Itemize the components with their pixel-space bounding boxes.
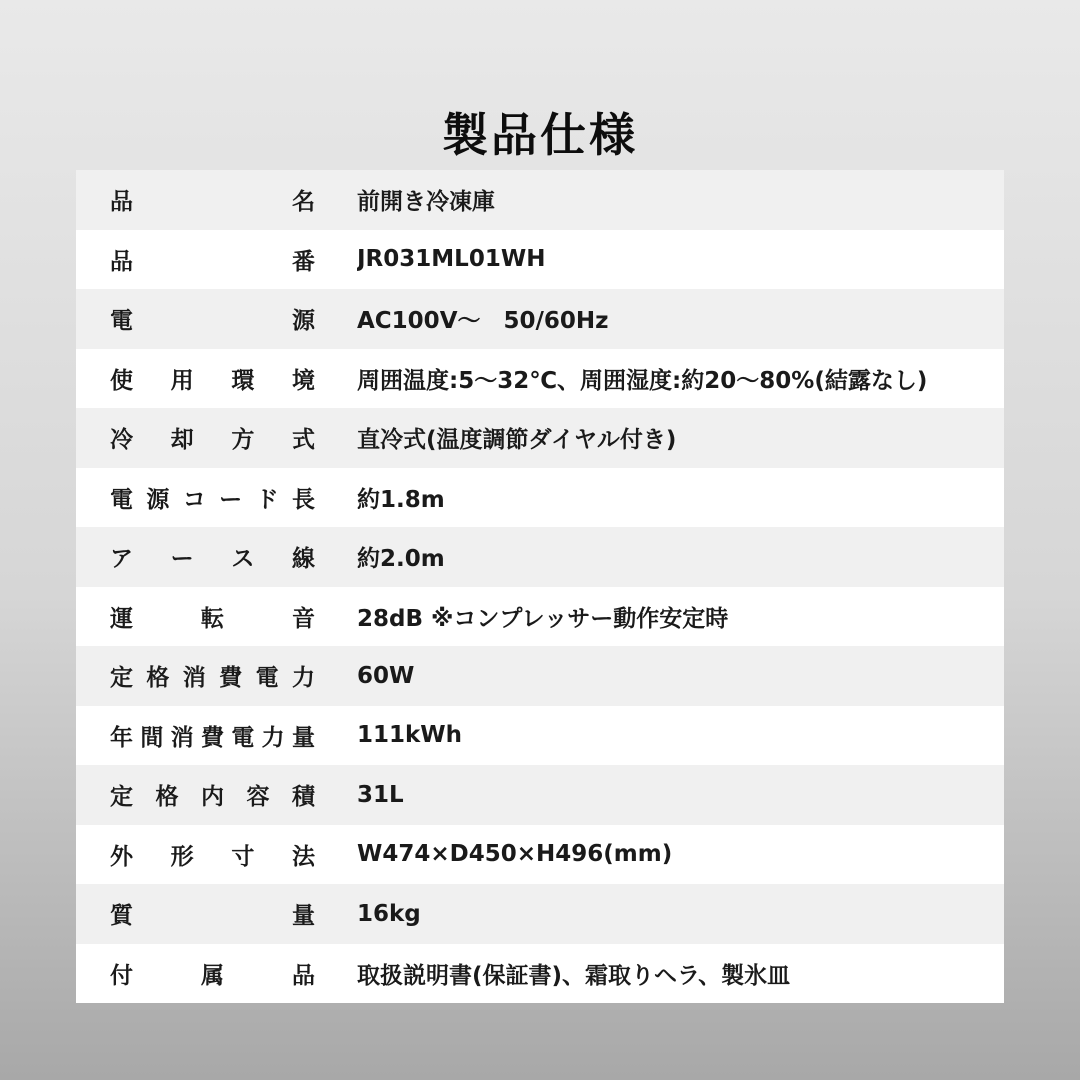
spec-value: 周囲温度:5～32℃、周囲湿度:約20～80%(結露なし) (357, 367, 928, 394)
spec-label-char: 名 (292, 189, 315, 216)
spec-label-char: 格 (155, 784, 179, 811)
spec-label-char: 法 (291, 843, 315, 870)
spec-row (76, 349, 1004, 409)
spec-label-char: 電 (110, 486, 133, 513)
spec-label-char: 使 (110, 367, 133, 394)
spec-value: 60W (357, 662, 415, 689)
spec-label-char: 環 (231, 367, 255, 394)
spec-label-char: 方 (231, 427, 255, 454)
spec-label (110, 957, 315, 990)
spec-value: 前開き冷凍庫 (357, 189, 495, 216)
spec-label (110, 362, 315, 395)
spec-label (110, 778, 315, 811)
spec-label-char: 長 (291, 486, 315, 513)
spec-label-char: 内 (201, 784, 224, 811)
spec-value: 111kWh (357, 722, 463, 749)
spec-label (110, 838, 315, 871)
spec-label-char: 量 (291, 724, 315, 751)
spec-row (76, 230, 1004, 290)
spec-label-char: コ (182, 486, 206, 513)
spec-label-char: 定 (110, 784, 133, 811)
spec-table (76, 170, 1004, 1003)
spec-row (76, 408, 1004, 468)
spec-label-char: 消 (170, 724, 194, 751)
spec-label-char: 格 (146, 665, 170, 692)
spec-label-char: 源 (146, 486, 170, 513)
spec-label-char: 品 (110, 189, 133, 216)
spec-row (76, 527, 1004, 587)
spec-row (76, 825, 1004, 885)
spec-label (110, 719, 315, 752)
spec-row (76, 587, 1004, 647)
spec-row (76, 884, 1004, 944)
spec-label-char: 却 (170, 427, 194, 454)
spec-row (76, 646, 1004, 706)
spec-label-char: 積 (292, 784, 315, 811)
spec-label-char: 電 (231, 724, 255, 751)
spec-label-char: ー (170, 546, 194, 573)
spec-label (110, 897, 315, 930)
spec-row (76, 170, 1004, 230)
spec-label-char: 間 (140, 724, 164, 751)
spec-label-char: 外 (110, 843, 133, 870)
spec-label-char: 量 (292, 903, 315, 930)
spec-label-char: 品 (110, 248, 133, 275)
spec-label-char: 式 (291, 427, 315, 454)
spec-value: 直冷式(温度調節ダイヤル付き) (357, 427, 677, 454)
spec-value: 28dB ※コンプレッサー動作安定時 (357, 605, 729, 632)
spec-label-char: ア (110, 546, 133, 573)
spec-row (76, 468, 1004, 528)
spec-value: AC100V～ 50/60Hz (357, 308, 609, 335)
spec-label-char: 費 (200, 724, 224, 751)
spec-label (110, 540, 315, 573)
spec-label-char: ド (255, 486, 279, 513)
spec-label-char: 転 (201, 605, 224, 632)
spec-label-char: ー (219, 486, 243, 513)
spec-label-char: 用 (170, 367, 194, 394)
spec-row (76, 765, 1004, 825)
spec-label-char: ス (231, 546, 255, 573)
spec-value: 31L (357, 781, 404, 808)
spec-label (110, 659, 315, 692)
spec-value: 約1.8m (357, 486, 445, 513)
page-title: 製品仕様 (442, 107, 638, 162)
spec-label-char: 力 (261, 724, 285, 751)
spec-value: 16kg (357, 900, 421, 927)
spec-label (110, 243, 315, 276)
spec-label-char: 質 (110, 903, 133, 930)
spec-label-char: 定 (110, 665, 133, 692)
spec-label-char: 電 (110, 308, 133, 335)
spec-label (110, 421, 315, 454)
spec-label-char: 力 (291, 665, 315, 692)
spec-label-char: 品 (292, 962, 315, 989)
spec-value: JR031ML01WH (357, 246, 546, 273)
spec-label-char: 運 (110, 605, 133, 632)
spec-label-char: 線 (291, 546, 315, 573)
spec-label-char: 寸 (231, 843, 255, 870)
spec-label (110, 302, 315, 335)
spec-row (76, 944, 1004, 1004)
spec-label-char: 年 (110, 724, 133, 751)
spec-value: 取扱説明書(保証書)、霜取りヘラ、製氷皿 (357, 962, 791, 989)
spec-label-char: 属 (201, 962, 224, 989)
spec-label-char: 源 (292, 308, 315, 335)
spec-label-char: 費 (219, 665, 243, 692)
spec-label (110, 600, 315, 633)
spec-label-char: 容 (246, 784, 270, 811)
spec-label-char: 形 (170, 843, 194, 870)
spec-label-char: 消 (182, 665, 206, 692)
spec-label-char: 音 (292, 605, 315, 632)
spec-label (110, 183, 315, 216)
spec-label-char: 電 (255, 665, 279, 692)
spec-row (76, 706, 1004, 766)
spec-label-char: 境 (291, 367, 315, 394)
spec-row (76, 289, 1004, 349)
spec-label-char: 付 (110, 962, 133, 989)
spec-value: W474×D450×H496(mm) (357, 841, 673, 868)
spec-value: 約2.0m (357, 546, 445, 573)
spec-label (110, 481, 315, 514)
spec-label-char: 冷 (110, 427, 133, 454)
spec-label-char: 番 (292, 248, 315, 275)
